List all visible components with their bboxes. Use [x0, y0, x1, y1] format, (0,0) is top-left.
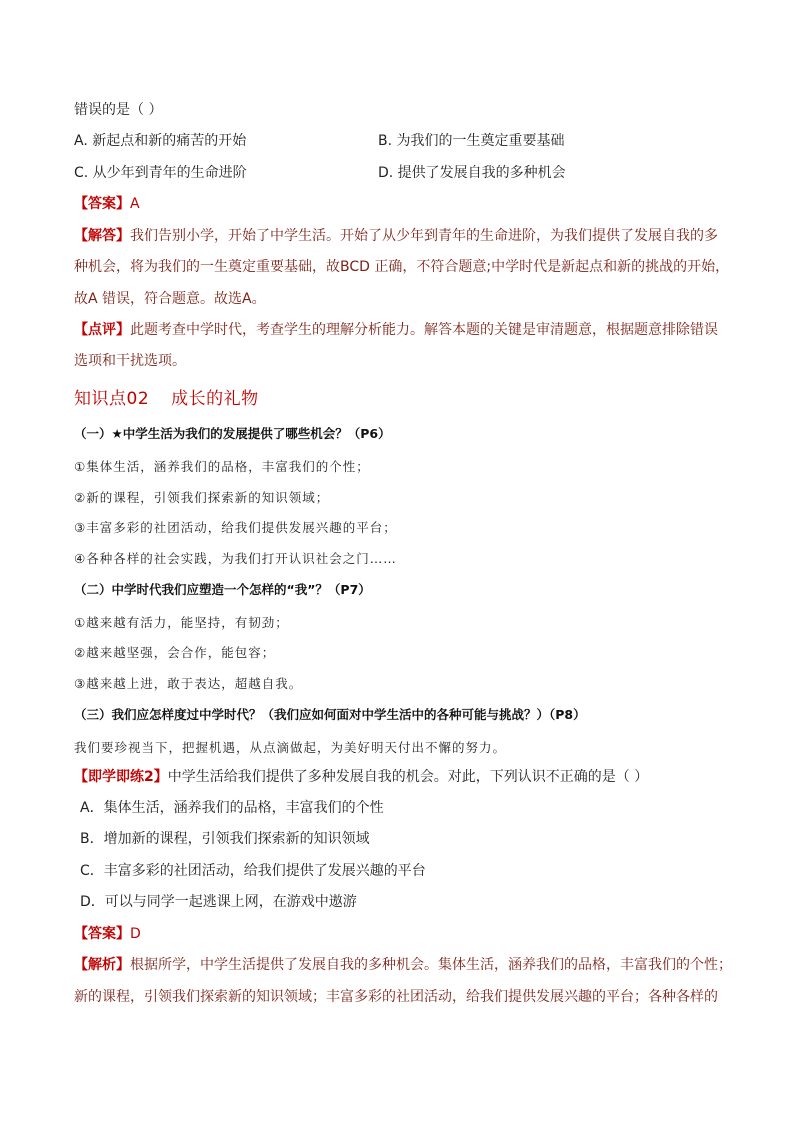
q2-point-3: ③越来越上进，敢于表达，超越自我。 — [74, 676, 303, 691]
practice-answer-line — [74, 924, 141, 944]
option-b: B. 为我们的一生奠定重要基础 — [378, 133, 565, 149]
analysis-line-1 — [74, 955, 732, 975]
analysis-line-2: 新的课程，引领我们探索新的知识领域；丰富多彩的社团活动，给我们提供发展兴趣的平台；各种各样的 — [74, 989, 718, 1005]
question-stem-tail: 错误的是（ ） — [74, 102, 163, 118]
options-row-2 — [74, 163, 724, 183]
q2-point-1: ①越来越有活力，能坚持，有韧劲； — [74, 615, 289, 630]
jieda-line-3: 故A 错误，符合题意。故选A。 — [74, 291, 266, 307]
analysis-tag: 【解析】 — [74, 957, 130, 973]
q2-point-2: ②越来越坚强，会合作，能包容； — [74, 645, 276, 660]
dianping-line-1 — [74, 320, 718, 340]
section-heading — [74, 384, 259, 409]
dianping-text-1: 此题考查中学时代，考查学生的理解分析能力。解答本题的关键是审清题意，根据题意排除错误 — [130, 322, 718, 338]
q1-point-2: ②新的课程，引领我们探索新的知识领域； — [74, 490, 330, 505]
jieda-line-1 — [74, 226, 718, 246]
practice-option-d: D．可以与同学一起逃课上网，在游戏中遨游 — [80, 894, 357, 910]
practice-answer-tag: 【答案】 — [74, 926, 130, 942]
jieda-line-2: 种机会，将为我们的一生奠定重要基础，故BCD 正确，不符合题意;中学时代是新起点和新的挑战的开始， — [74, 259, 730, 275]
practice-stem-line — [74, 767, 648, 787]
section-title: 成长的礼物 — [171, 389, 259, 409]
practice-option-c: C．丰富多彩的社团活动，给我们提供了发展兴趣的平台 — [80, 863, 426, 879]
jieda-tag: 【解答】 — [74, 228, 130, 244]
q1-point-4: ④各种各样的社会实践，为我们打开认识社会之门…… — [74, 551, 397, 566]
dianping-line-2: 选项和干扰选项。 — [74, 353, 186, 369]
option-c: C. 从少年到青年的生命进阶 — [74, 165, 247, 181]
q1-point-3: ③丰富多彩的社团活动，给我们提供发展兴趣的平台； — [74, 520, 397, 535]
answer-value: A — [130, 196, 140, 212]
analysis-text-1: 根据所学，中学生活提供了发展自我的多种机会。集体生活，涵养我们的品格，丰富我们的个性； — [130, 957, 732, 973]
q3-answer: 我们要珍视当下，把握机遇，从点滴做起，为美好明天付出不懈的努力。 — [74, 740, 507, 755]
q1-point-1: ①集体生活，涵养我们的品格，丰富我们的个性； — [74, 459, 370, 474]
option-a: A. 新起点和新的痛苦的开始 — [74, 133, 247, 149]
question-1-title: （一）★中学生活为我们的发展提供了哪些机会？（P6） — [74, 426, 391, 441]
option-d: D. 提供了发展自我的多种机会 — [378, 165, 566, 181]
question-3-title: （三）我们应怎样度过中学时代？（我们应如何面对中学生活中的各种可能与挑战？）（P8） — [74, 707, 586, 722]
section-number: 知识点02 — [74, 389, 150, 409]
options-row-1 — [74, 131, 724, 151]
practice-option-b: B．增加新的课程，引领我们探索新的知识领域 — [80, 831, 370, 847]
answer-tag: 【答案】 — [74, 196, 130, 212]
practice-option-a: A．集体生活，涵养我们的品格，丰富我们的个性 — [80, 800, 384, 816]
practice-answer-value: D — [130, 926, 141, 942]
answer-line — [74, 194, 140, 214]
practice-stem: 中学生活给我们提供了多种发展自我的机会。对此，下列认识不正确的是（ ） — [167, 769, 649, 785]
jieda-text-1: 我们告别小学，开始了中学生活。开始了从少年到青年的生命进阶，为我们提供了发展自我的多 — [130, 228, 718, 244]
dianping-tag: 【点评】 — [74, 322, 130, 338]
practice-tag: 【即学即练2】 — [74, 769, 168, 785]
question-2-title: （二）中学时代我们应塑造一个怎样的“我”？（P7） — [74, 582, 371, 597]
